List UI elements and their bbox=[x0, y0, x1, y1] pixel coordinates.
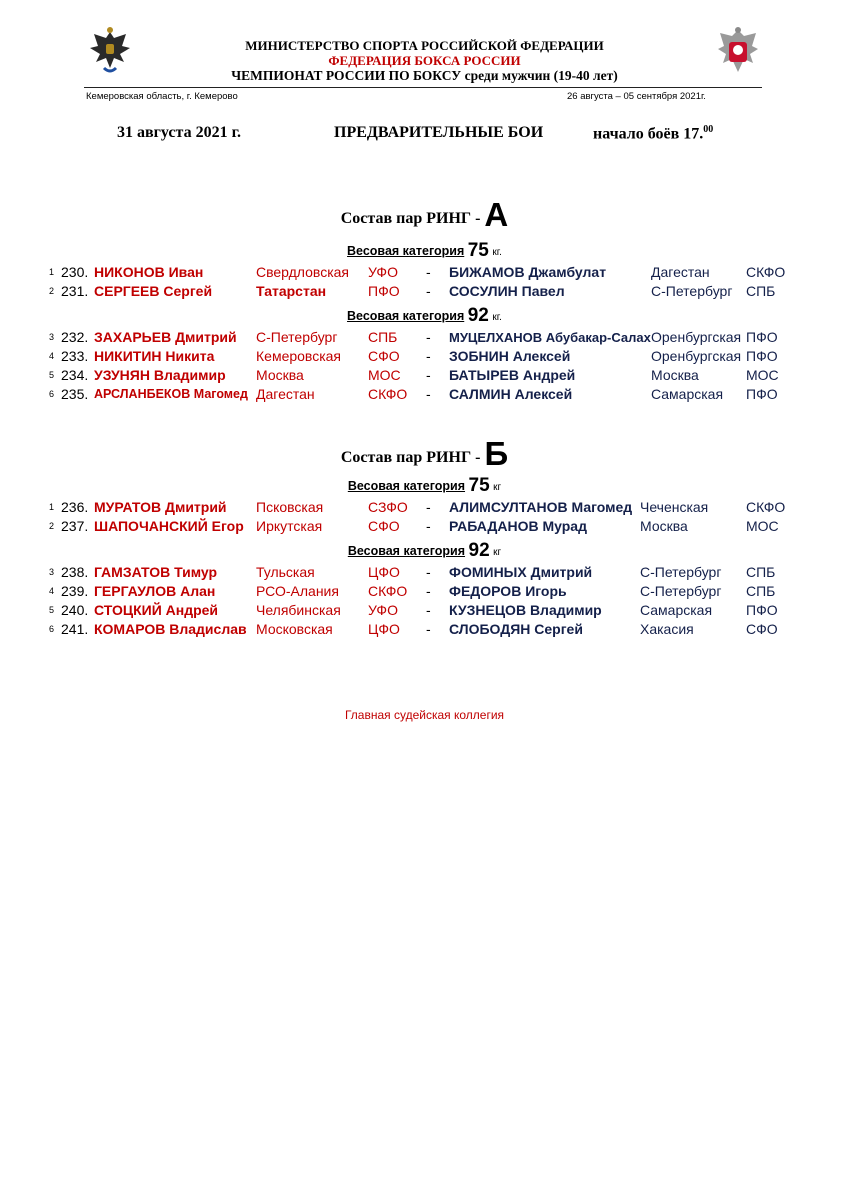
blue-corner-boxer: СОСУЛИН Павел bbox=[449, 283, 565, 299]
blue-corner-boxer: СЛОБОДЯН Сергей bbox=[449, 621, 583, 637]
bout-cell: Москва bbox=[640, 518, 688, 534]
bout-cell: СПБ bbox=[746, 564, 776, 580]
red-corner-boxer: СЕРГЕЕВ Сергей bbox=[94, 283, 213, 299]
ring-b-title: Состав пар РИНГ - Б bbox=[340, 435, 509, 472]
bout-cell: Московская bbox=[256, 621, 333, 637]
bout-cell: С-Петербург bbox=[640, 564, 722, 580]
bout-cell: - bbox=[426, 283, 431, 299]
weight-category: Весовая категория 75 кг. bbox=[347, 240, 502, 261]
bout-cell: 234. bbox=[61, 367, 89, 383]
federation-title: ФЕДЕРАЦИЯ БОКСА РОССИИ bbox=[328, 53, 521, 68]
bout-cell: Москва bbox=[256, 367, 304, 383]
ring-a-title: Состав пар РИНГ - А bbox=[340, 196, 509, 233]
bout-row bbox=[0, 347, 849, 366]
blue-corner-boxer: АЛИМСУЛТАНОВ Магомед bbox=[449, 499, 633, 515]
bout-cell: ПФО bbox=[746, 602, 778, 618]
session-title: ПРЕДВАРИТЕЛЬНЫЕ БОИ bbox=[334, 124, 544, 141]
blue-corner-boxer: БАТЫРЕВ Андрей bbox=[449, 367, 576, 383]
red-corner-boxer: НИКИТИН Никита bbox=[94, 348, 215, 364]
bout-cell: 230. bbox=[61, 264, 89, 280]
bout-cell: Иркутская bbox=[256, 518, 323, 534]
bout-cell: МОС bbox=[746, 367, 779, 383]
bout-cell: Оренбургская bbox=[651, 348, 742, 364]
bout-row bbox=[0, 620, 849, 639]
bout-row bbox=[0, 366, 849, 385]
bout-cell: 241. bbox=[61, 621, 89, 637]
blue-corner-boxer: САЛМИН Алексей bbox=[449, 386, 573, 402]
bout-row bbox=[0, 601, 849, 620]
bout-row bbox=[0, 517, 849, 536]
bout-cell: 6 bbox=[48, 389, 54, 399]
bout-cell: СПБ bbox=[746, 583, 776, 599]
bout-cell: 239. bbox=[61, 583, 89, 599]
bout-row bbox=[0, 263, 849, 282]
bout-cell: УФО bbox=[368, 602, 398, 618]
bout-cell: 2 bbox=[48, 286, 54, 296]
red-corner-boxer: НИКОНОВ Иван bbox=[94, 264, 204, 280]
bout-cell: Самарская bbox=[651, 386, 724, 402]
bout-cell: Хакасия bbox=[640, 621, 694, 637]
header-divider bbox=[84, 87, 762, 88]
bout-cell: 232. bbox=[61, 329, 89, 345]
bout-cell: Дагестан bbox=[256, 386, 315, 402]
bout-cell: - bbox=[426, 518, 431, 534]
bout-cell: Оренбургская bbox=[651, 329, 742, 345]
bout-cell: - bbox=[426, 367, 431, 383]
bout-cell: 240. bbox=[61, 602, 89, 618]
bout-cell: ПФО bbox=[368, 283, 400, 299]
bout-cell: СФО bbox=[746, 621, 778, 637]
bout-cell: РСО-Алания bbox=[256, 583, 339, 599]
bout-cell: УФО bbox=[368, 264, 398, 280]
red-corner-boxer: ГАМЗАТОВ Тимур bbox=[94, 564, 218, 580]
bout-cell: 1 bbox=[48, 267, 54, 277]
bout-cell: 238. bbox=[61, 564, 89, 580]
bout-cell: Челябинская bbox=[256, 602, 341, 618]
bout-cell: Москва bbox=[651, 367, 699, 383]
bout-cell: СПБ bbox=[368, 329, 398, 345]
bout-row bbox=[0, 582, 849, 601]
bout-cell: СФО bbox=[368, 348, 400, 364]
bout-cell: - bbox=[426, 329, 431, 345]
bout-cell: СЗФО bbox=[368, 499, 408, 515]
blue-corner-boxer: КУЗНЕЦОВ Владимир bbox=[449, 602, 602, 618]
blue-corner-boxer: РАБАДАНОВ Мурад bbox=[449, 518, 587, 534]
red-corner-boxer: ГЕРГАУЛОВ Алан bbox=[94, 583, 216, 599]
bout-row bbox=[0, 385, 849, 404]
location-text: Кемеровская область, г. Кемерово bbox=[86, 91, 238, 102]
red-corner-boxer: ШАПОЧАНСКИЙ Егор bbox=[94, 518, 244, 534]
bout-cell: 5 bbox=[48, 605, 54, 615]
session-date: 31 августа 2021 г. bbox=[117, 124, 242, 141]
red-corner-boxer: СТОЦКИЙ Андрей bbox=[94, 602, 219, 618]
bout-cell: ПФО bbox=[746, 348, 778, 364]
bout-cell: - bbox=[426, 621, 431, 637]
red-corner-boxer: ЗАХАРЬЕВ Дмитрий bbox=[94, 329, 237, 345]
bout-cell: С-Петербург bbox=[256, 329, 338, 345]
bout-cell: Свердловская bbox=[256, 264, 350, 280]
blue-corner-boxer: ЗОБНИН Алексей bbox=[449, 348, 571, 364]
bout-cell: Тульская bbox=[256, 564, 315, 580]
bout-cell: 231. bbox=[61, 283, 89, 299]
bout-cell: - bbox=[426, 386, 431, 402]
bout-cell: 4 bbox=[48, 351, 54, 361]
red-corner-boxer: КОМАРОВ Владислав bbox=[94, 621, 247, 637]
bout-cell: 1 bbox=[48, 502, 54, 512]
bout-cell: Чеченская bbox=[640, 499, 709, 515]
bout-cell: СКФО bbox=[746, 264, 786, 280]
bout-cell: Кемеровская bbox=[256, 348, 342, 364]
bout-cell: 5 bbox=[48, 370, 54, 380]
bout-cell: 237. bbox=[61, 518, 89, 534]
red-corner-boxer: АРСЛАНБЕКОВ Магомед bbox=[94, 387, 248, 401]
weight-category: Весовая категория 75 кг bbox=[347, 475, 502, 496]
bout-cell: С-Петербург bbox=[640, 583, 722, 599]
bout-cell: 2 bbox=[48, 521, 54, 531]
bout-cell: ПФО bbox=[746, 329, 778, 345]
bout-row bbox=[0, 328, 849, 347]
bout-cell: 6 bbox=[48, 624, 54, 634]
bout-cell: 233. bbox=[61, 348, 89, 364]
bout-cell: 3 bbox=[48, 567, 54, 577]
bout-cell: СКФО bbox=[368, 583, 408, 599]
blue-corner-boxer: БИЖАМОВ Джамбулат bbox=[449, 264, 607, 280]
bout-cell: 236. bbox=[61, 499, 89, 515]
bout-cell: СПБ bbox=[746, 283, 776, 299]
bout-cell: - bbox=[426, 264, 431, 280]
dates-text: 26 августа – 05 сентября 2021г. bbox=[567, 91, 706, 102]
championship-title: ЧЕМПИОНАТ РОССИИ ПО БОКСУ среди мужчин (19-40 лет) bbox=[231, 68, 618, 83]
bout-cell: - bbox=[426, 499, 431, 515]
bout-cell: 235. bbox=[61, 386, 89, 402]
bout-cell: - bbox=[426, 348, 431, 364]
bout-cell: СКФО bbox=[368, 386, 408, 402]
bout-cell: СФО bbox=[368, 518, 400, 534]
bout-cell: С-Петербург bbox=[651, 283, 733, 299]
blue-corner-boxer: МУЦЕЛХАНОВ Абубакар-Салах bbox=[449, 330, 651, 345]
bout-cell: Татарстан bbox=[256, 283, 327, 299]
bout-cell: ПФО bbox=[746, 386, 778, 402]
blue-corner-boxer: ФОМИНЫХ Дмитрий bbox=[449, 564, 593, 580]
ministry-title: МИНИСТЕРСТВО СПОРТА РОССИЙСКОЙ ФЕДЕРАЦИИ bbox=[245, 38, 604, 53]
bout-cell: 4 bbox=[48, 586, 54, 596]
weight-category: Весовая категория 92 кг bbox=[347, 540, 502, 561]
bout-cell: Псковская bbox=[256, 499, 324, 515]
bout-cell: МОС bbox=[368, 367, 401, 383]
bout-cell: Дагестан bbox=[651, 264, 710, 280]
bout-cell: ЦФО bbox=[368, 564, 400, 580]
bout-row bbox=[0, 498, 849, 517]
blue-corner-boxer: ФЕДОРОВ Игорь bbox=[449, 583, 567, 599]
weight-category: Весовая категория 92 кг. bbox=[347, 305, 502, 326]
bout-cell: МОС bbox=[746, 518, 779, 534]
bout-cell: 3 bbox=[48, 332, 54, 342]
bout-row bbox=[0, 282, 849, 301]
bout-cell: Самарская bbox=[640, 602, 713, 618]
bout-cell: - bbox=[426, 564, 431, 580]
red-corner-boxer: МУРАТОВ Дмитрий bbox=[94, 499, 227, 515]
bout-cell: - bbox=[426, 583, 431, 599]
chief-judges-footer: Главная судейская коллегия bbox=[344, 708, 505, 722]
bout-cell: СКФО bbox=[746, 499, 786, 515]
bout-cell: - bbox=[426, 602, 431, 618]
session-start: начало боёв 17.00 bbox=[593, 124, 714, 143]
bout-row bbox=[0, 563, 849, 582]
red-corner-boxer: УЗУНЯН Владимир bbox=[94, 367, 226, 383]
bout-cell: ЦФО bbox=[368, 621, 400, 637]
